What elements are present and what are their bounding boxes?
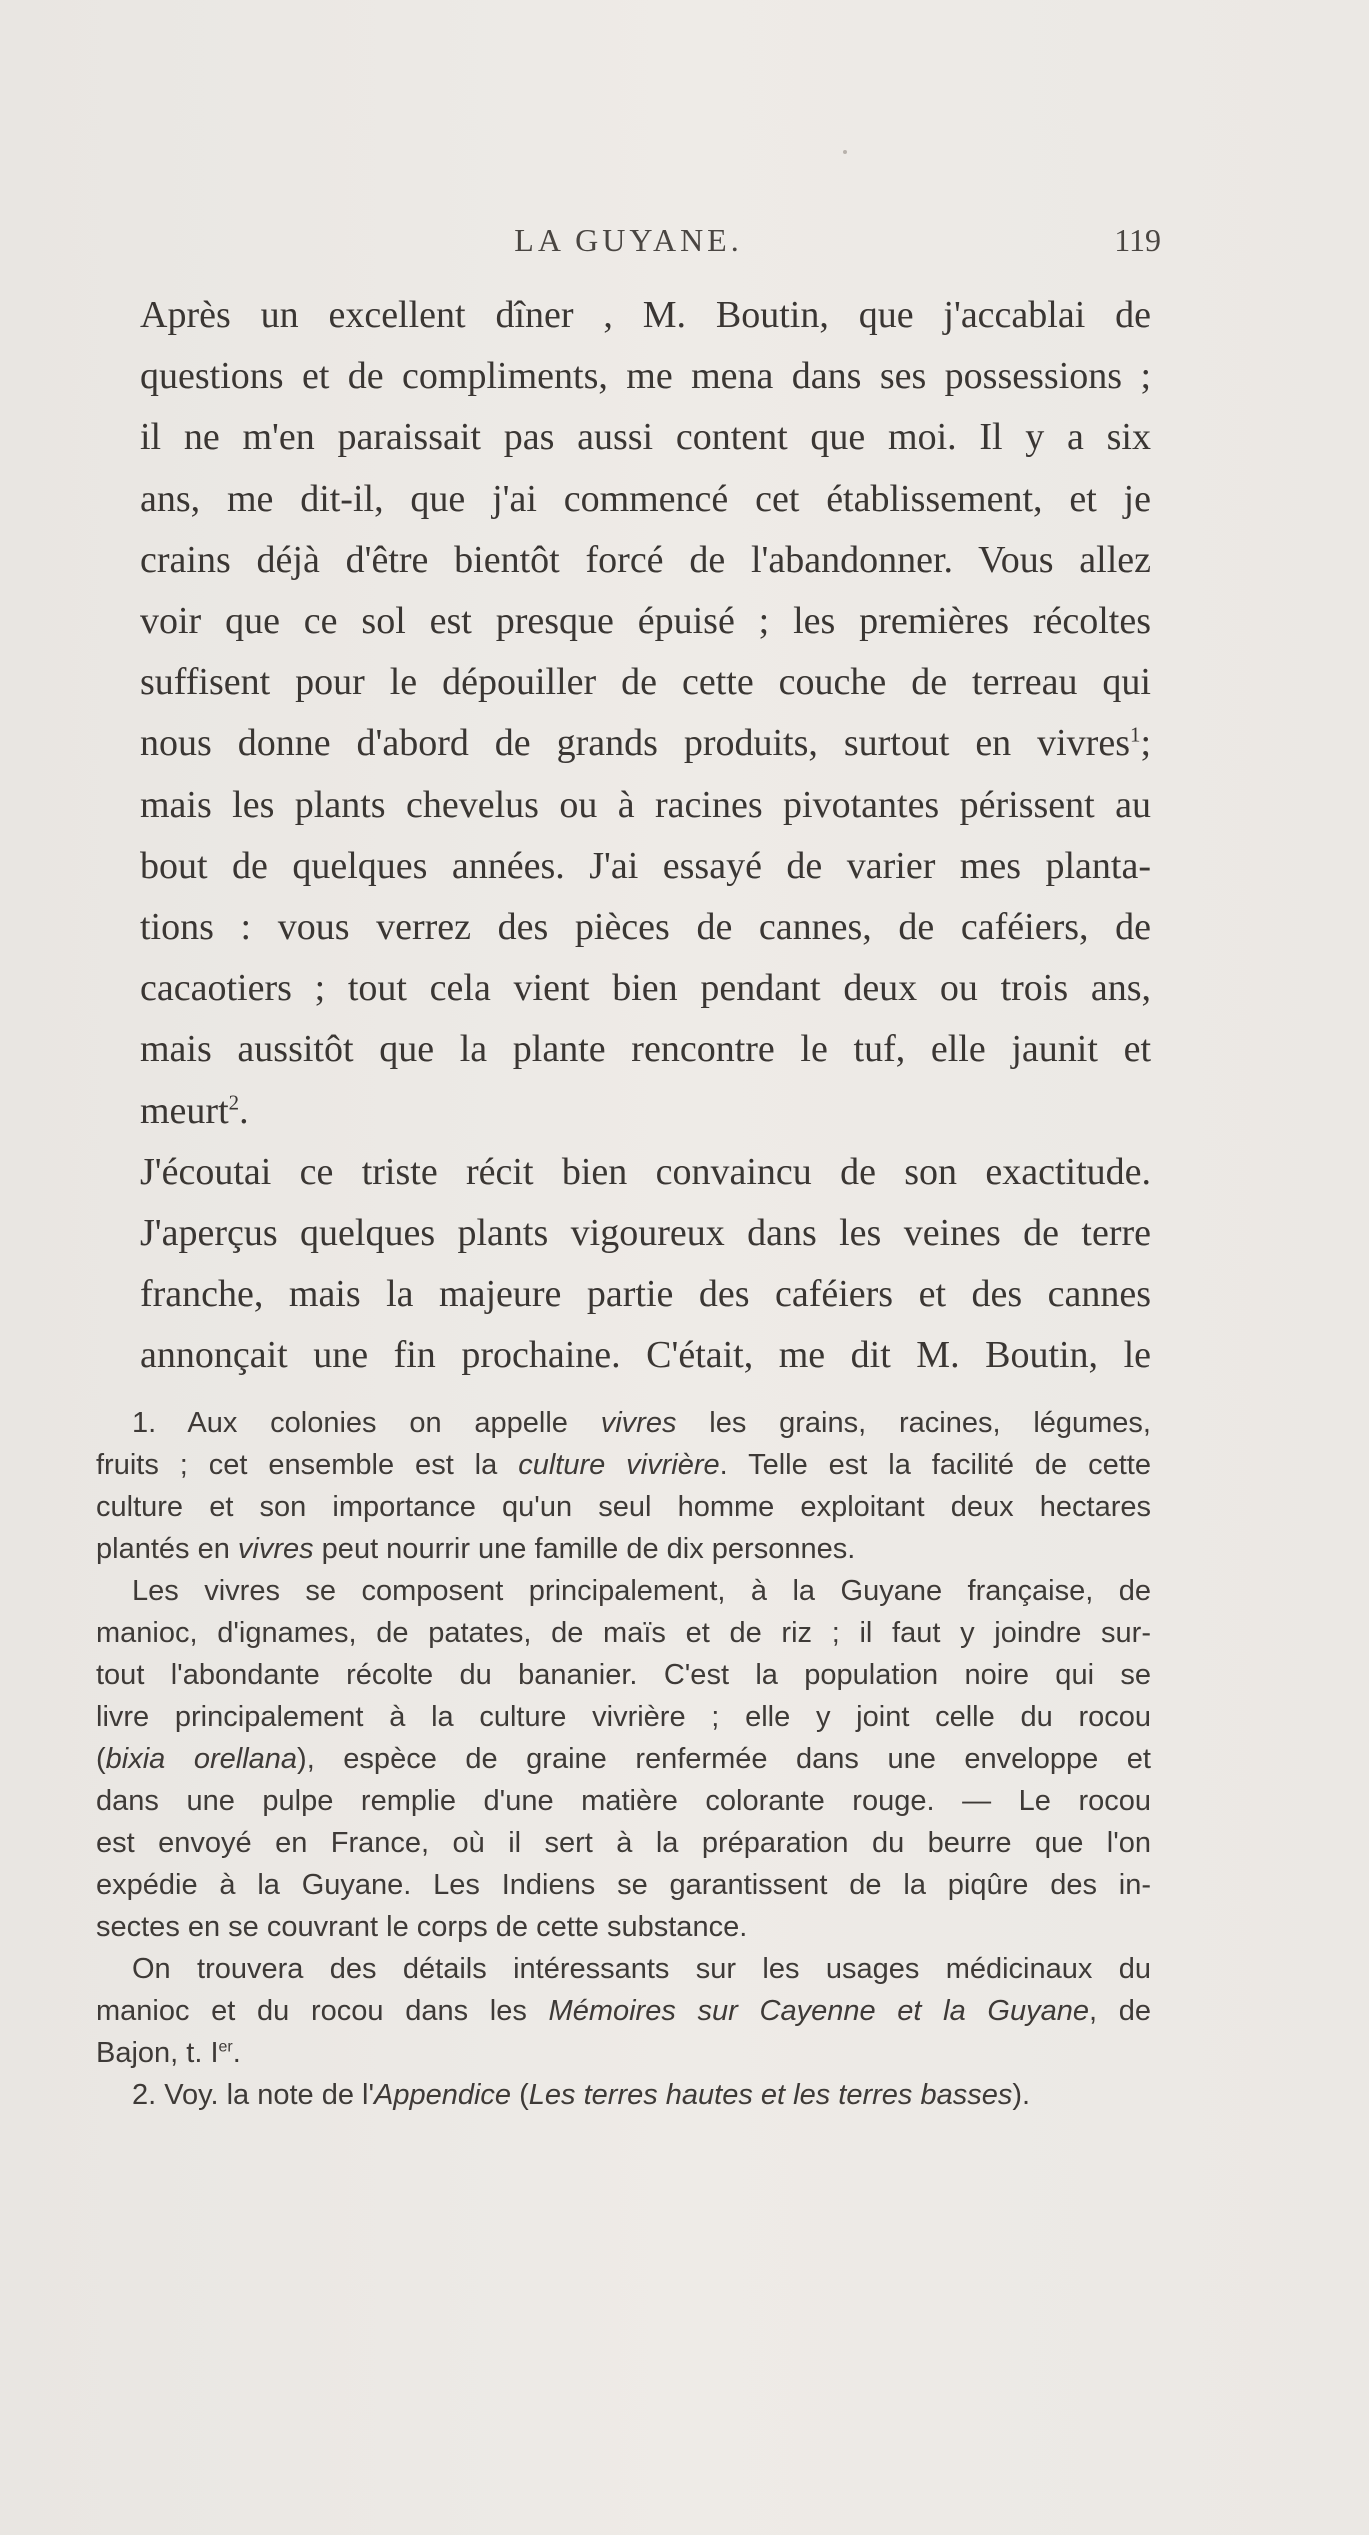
footnote-line: est envoyé en France, où il sert à la préparation du beurre que l'on [96, 1827, 1151, 1859]
superscript: er [218, 2038, 233, 2056]
text-line-with-footnote [96, 713, 1151, 774]
text-line: J'aperçus quelques plants vigoureux dans les veines de terre [140, 1212, 1151, 1255]
footnote-line: manioc, d'ignames, de patates, de maïs et de riz ; il faut y joindre sur- [96, 1617, 1151, 1649]
italic-term: Appendice [374, 2079, 512, 2111]
footnote-ref[interactable]: 1 [1129, 722, 1141, 747]
italic-term: vivres [237, 1533, 314, 1565]
text-segment: Bajon, t. I [96, 2037, 219, 2069]
text-segment: fruits ; cet ensemble est la [96, 1449, 519, 1481]
text-line: il ne m'en paraissait pas aussi content que moi. Il y a six [140, 416, 1151, 459]
footnote-line [96, 1990, 1151, 2032]
text-segment: ), espèce de graine renfermée dans une enveloppe et [297, 1743, 1151, 1775]
text-line: franche, mais la majeure partie des caféiers et des cannes [140, 1273, 1151, 1316]
footnote-line: sectes en se couvrant le corps de cette substance. [96, 1911, 748, 1943]
footnote-line: Les vivres se composent principalement, à la Guyane française, de [132, 1575, 1151, 1607]
text-segment: , de [1088, 1995, 1151, 2027]
text-segment: . Telle est la facilité de cette [719, 1449, 1151, 1481]
footnote-line [96, 1738, 1151, 1780]
text-line: J'écoutai ce triste récit bien convaincu de son exactitude. [140, 1150, 1151, 1193]
footnote-line: tout l'abondante récolte du bananier. C'est la population noire qui se [96, 1659, 1151, 1691]
footnote-1-continued [96, 1570, 1151, 1948]
text-segment: ( [511, 2079, 529, 2111]
italic-term: bixia orellana [105, 1743, 298, 1775]
text-segment: ; [1140, 722, 1151, 765]
page-number: 119 [1114, 222, 1161, 258]
italic-term: culture vivrière [518, 1449, 720, 1481]
text-segment: ). [1012, 2079, 1031, 2111]
footnote-line [96, 1444, 1151, 1486]
text-line: cacaotiers ; tout cela vient bien pendant deux ou trois ans, [140, 967, 1151, 1010]
running-head [96, 222, 1161, 262]
text-line: crains déjà d'être bientôt forcé de l'abandonner. Vous allez [140, 538, 1151, 581]
footnote-1-references [96, 1948, 1151, 2074]
text-segment: les grains, racines, légumes, [676, 1407, 1151, 1439]
footnote-line [96, 2032, 1151, 2074]
text-line: ans, me dit-il, que j'ai commencé cet établissement, et je [140, 477, 1151, 520]
text-line: suffisent pour le dépouiller de cette couche de terreau qui [140, 661, 1151, 704]
footnote-line: livre principalement à la culture vivrière ; elle y joint celle du rocou [96, 1701, 1151, 1733]
text-segment: meurt [140, 1089, 229, 1132]
text-line: Après un excellent dîner , M. Boutin, que j'accablai de [140, 294, 1151, 336]
footnote-line [96, 2074, 1151, 2116]
text-segment: nous donne d'abord de grands produits, surtout en vivres [140, 722, 1130, 765]
text-line: questions et de compliments, me mena dans ses possessions ; [140, 355, 1151, 398]
footnote-line [96, 1402, 1151, 1444]
footnotes [96, 1402, 1151, 2116]
book-title: Mémoires sur Cayenne et la Guyane [548, 1995, 1089, 2027]
paragraph [96, 285, 1151, 1142]
footnote-line [96, 1528, 1151, 1570]
text-line: mais les plants chevelus ou à racines pivotantes périssent au [140, 783, 1151, 826]
text-segment: . [239, 1089, 249, 1132]
footnote-line: expédie à la Guyane. Les Indiens se garantissent de la piqûre des in- [96, 1869, 1151, 1901]
text-segment: peut nourrir une famille de dix personnes. [313, 1533, 856, 1565]
footnote-line: dans une pulpe remplie d'une matière colorante rouge. — Le rocou [96, 1785, 1151, 1817]
text-segment: 2. Voy. la note de l' [132, 2079, 374, 2111]
footnote-1 [96, 1402, 1151, 1570]
text-segment: plantés en [96, 1533, 238, 1565]
main-text [96, 285, 1151, 1387]
footnote-line: culture et son importance qu'un seul homme exploitant deux hectares [96, 1491, 1151, 1523]
paragraph [96, 1142, 1151, 1387]
text-line: tions : vous verrez des pièces de cannes, de caféiers, de [140, 906, 1151, 949]
text-line: annonçait une fin prochaine. C'était, me dit M. Boutin, le [140, 1334, 1151, 1377]
italic-term: vivres [600, 1407, 677, 1439]
footnote-ref[interactable]: 2 [228, 1089, 240, 1114]
footnote-line: On trouvera des détails intéressants sur les usages médicinaux du [132, 1953, 1151, 1985]
text-segment: ( [96, 1743, 106, 1775]
running-title: LA GUYANE. [514, 222, 743, 258]
text-line-with-footnote [96, 1081, 1151, 1142]
paper-speck [843, 150, 847, 154]
text-line: bout de quelques années. J'ai essayé de varier mes planta- [140, 844, 1151, 887]
text-segment: 1. Aux colonies on appelle [132, 1407, 601, 1439]
text-segment: . [232, 2037, 241, 2069]
footnote-2 [96, 2074, 1151, 2116]
text-line: mais aussitôt que la plante rencontre le tuf, elle jaunit et [140, 1028, 1151, 1071]
italic-term: Les terres hautes et les terres basses [528, 2079, 1013, 2111]
text-segment: manioc et du rocou dans les [96, 1995, 549, 2027]
text-line: voir que ce sol est presque épuisé ; les premières récoltes [140, 600, 1151, 643]
